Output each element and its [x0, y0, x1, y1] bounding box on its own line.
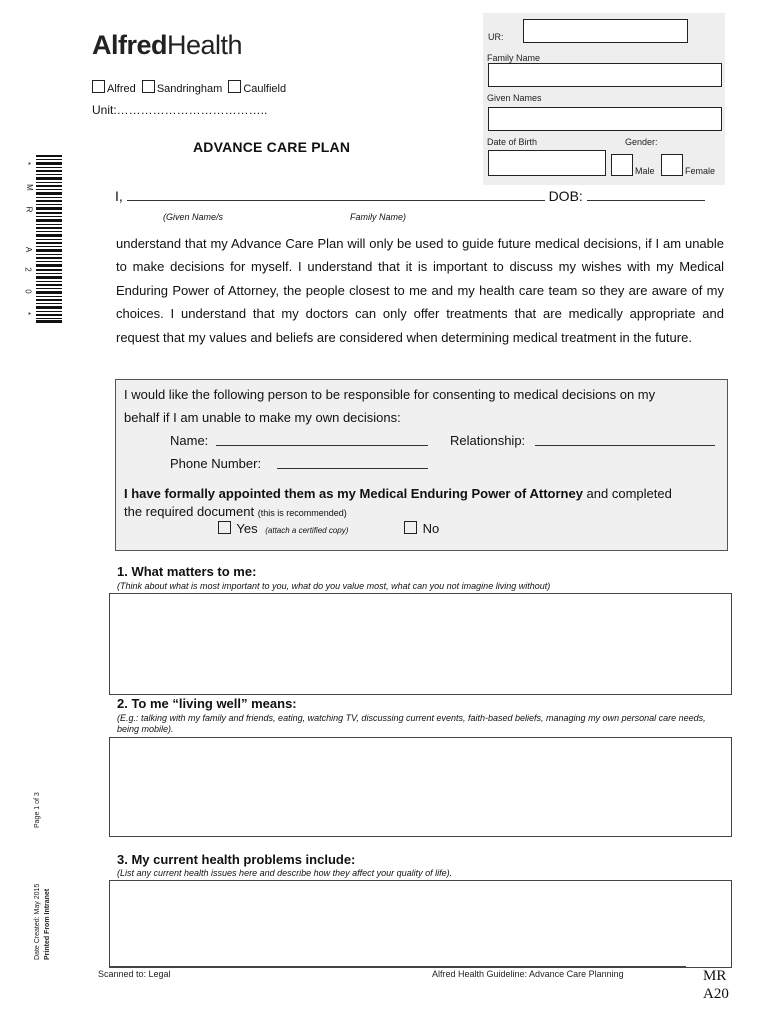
hospital-options [92, 80, 289, 95]
form-code-line-1: MR [703, 968, 727, 984]
patient-identity-line: I, DOB: [115, 188, 725, 204]
appointed-statement: I have formally appointed them as my Medical Enduring Power of Attorney and completed [124, 486, 672, 501]
barcode-char: 0 [23, 289, 33, 294]
hospital-sandringham[interactable]: Sandringham [142, 83, 222, 95]
phone-field[interactable] [277, 468, 428, 469]
section-3-heading: 3. My current health problems include: [117, 852, 356, 867]
hospital-caulfield[interactable]: Caulfield [228, 83, 286, 95]
female-label: Female [685, 166, 716, 176]
form-code-line-2: A20 [703, 986, 729, 1002]
section-2-heading: 2. To me “living well” means: [117, 696, 297, 711]
checkbox-caulfield[interactable] [228, 80, 241, 93]
section-3-hint: (List any current health issues here and describe how they affect your quality of life). [117, 868, 453, 878]
relationship-label: Relationship: [450, 433, 526, 448]
ur-label: UR: [488, 32, 504, 42]
alfred-health-logo: AlfredHealth [92, 30, 243, 60]
no-option[interactable]: No [404, 521, 439, 536]
intro-paragraph: understand that my Advance Care Plan will only be used to guide future medical decisions, if I am unable to make decisions for myself. I understand that it is important to discuss my wishes with my Medical Enduring Power of Attorney, the people closest to me and my health care team so they are aware of my choices. I understand that my doctors can only offer treatments that are medically appropriate and request that my values and beliefs are considered when determining medical treatment in the future. [116, 236, 724, 345]
patient-name-field[interactable] [127, 200, 545, 201]
male-checkbox[interactable] [611, 154, 633, 176]
ur-input[interactable] [523, 19, 688, 43]
barcode-char: R [24, 206, 34, 213]
barcode-char: * [23, 311, 33, 316]
checkbox-alfred[interactable] [92, 80, 105, 93]
section-2-textarea[interactable] [109, 737, 732, 837]
no-checkbox[interactable] [404, 521, 417, 534]
yes-option[interactable]: Yes (attach a certified copy) [218, 521, 348, 536]
page-title: ADVANCE CARE PLAN [193, 139, 351, 155]
family-name-hint: Family Name) [350, 212, 407, 222]
yes-checkbox[interactable] [218, 521, 231, 534]
family-name-label: Family Name [487, 53, 541, 63]
given-names-hint: (Given Name/s [163, 212, 224, 222]
name-label: Name: [170, 433, 209, 448]
footer-divider [109, 966, 686, 967]
section-1-hint: (Think about what is most important to you, what do you value most, what can you not imagine living without) [117, 581, 551, 591]
footer-guideline: Alfred Health Guideline: Advance Care Planning [432, 969, 624, 979]
barcode-char: A [24, 246, 34, 253]
male-label: Male [635, 166, 655, 176]
given-names-input[interactable] [488, 107, 722, 131]
gender-label: Gender: [625, 137, 658, 147]
footer-scanned: Scanned to: Legal [98, 969, 171, 979]
hospital-alfred[interactable]: Alfred [92, 83, 136, 95]
form-barcode [23, 155, 62, 323]
date-created: Date Created: May 2015 [34, 883, 41, 960]
section-1-heading: 1. What matters to me: [117, 564, 257, 579]
barcode-graphic [30, 155, 62, 323]
consent-line-1: I would like the following person to be responsible for consenting to medical decisions on my [124, 387, 656, 402]
female-checkbox[interactable] [661, 154, 683, 176]
dob-input[interactable] [488, 150, 606, 176]
barcode-char: 2 [23, 267, 33, 272]
phone-label: Phone Number: [170, 456, 262, 471]
section-2-hint: (E.g.: talking with my family and friends, eating, watching TV, discussing current events, faith-based beliefs, managing my own personal care needs, being mobile). [117, 713, 706, 734]
given-names-label: Given Names [487, 93, 542, 103]
barcode-char: M [24, 184, 34, 191]
unit-field[interactable]: Unit:……………………………….. [92, 103, 268, 117]
required-document-line: the required document (this is recommended) [124, 504, 347, 519]
dob-label: Date of Birth [487, 137, 538, 147]
consent-person-box [115, 379, 728, 551]
family-name-input[interactable] [488, 63, 722, 87]
patient-id-panel [483, 13, 725, 185]
barcode-char: * [23, 161, 33, 166]
checkbox-sandringham[interactable] [142, 80, 155, 93]
name-field[interactable] [216, 445, 428, 446]
printed-from-intranet: Printed From Intranet [44, 888, 51, 960]
relationship-field[interactable] [535, 445, 715, 446]
section-3-textarea[interactable] [109, 880, 732, 968]
patient-dob-field[interactable] [587, 200, 705, 201]
page-number: Page 1 of 3 [34, 792, 41, 828]
section-1-textarea[interactable] [109, 593, 732, 695]
consent-line-2: behalf if I am unable to make my own decisions: [124, 410, 401, 425]
